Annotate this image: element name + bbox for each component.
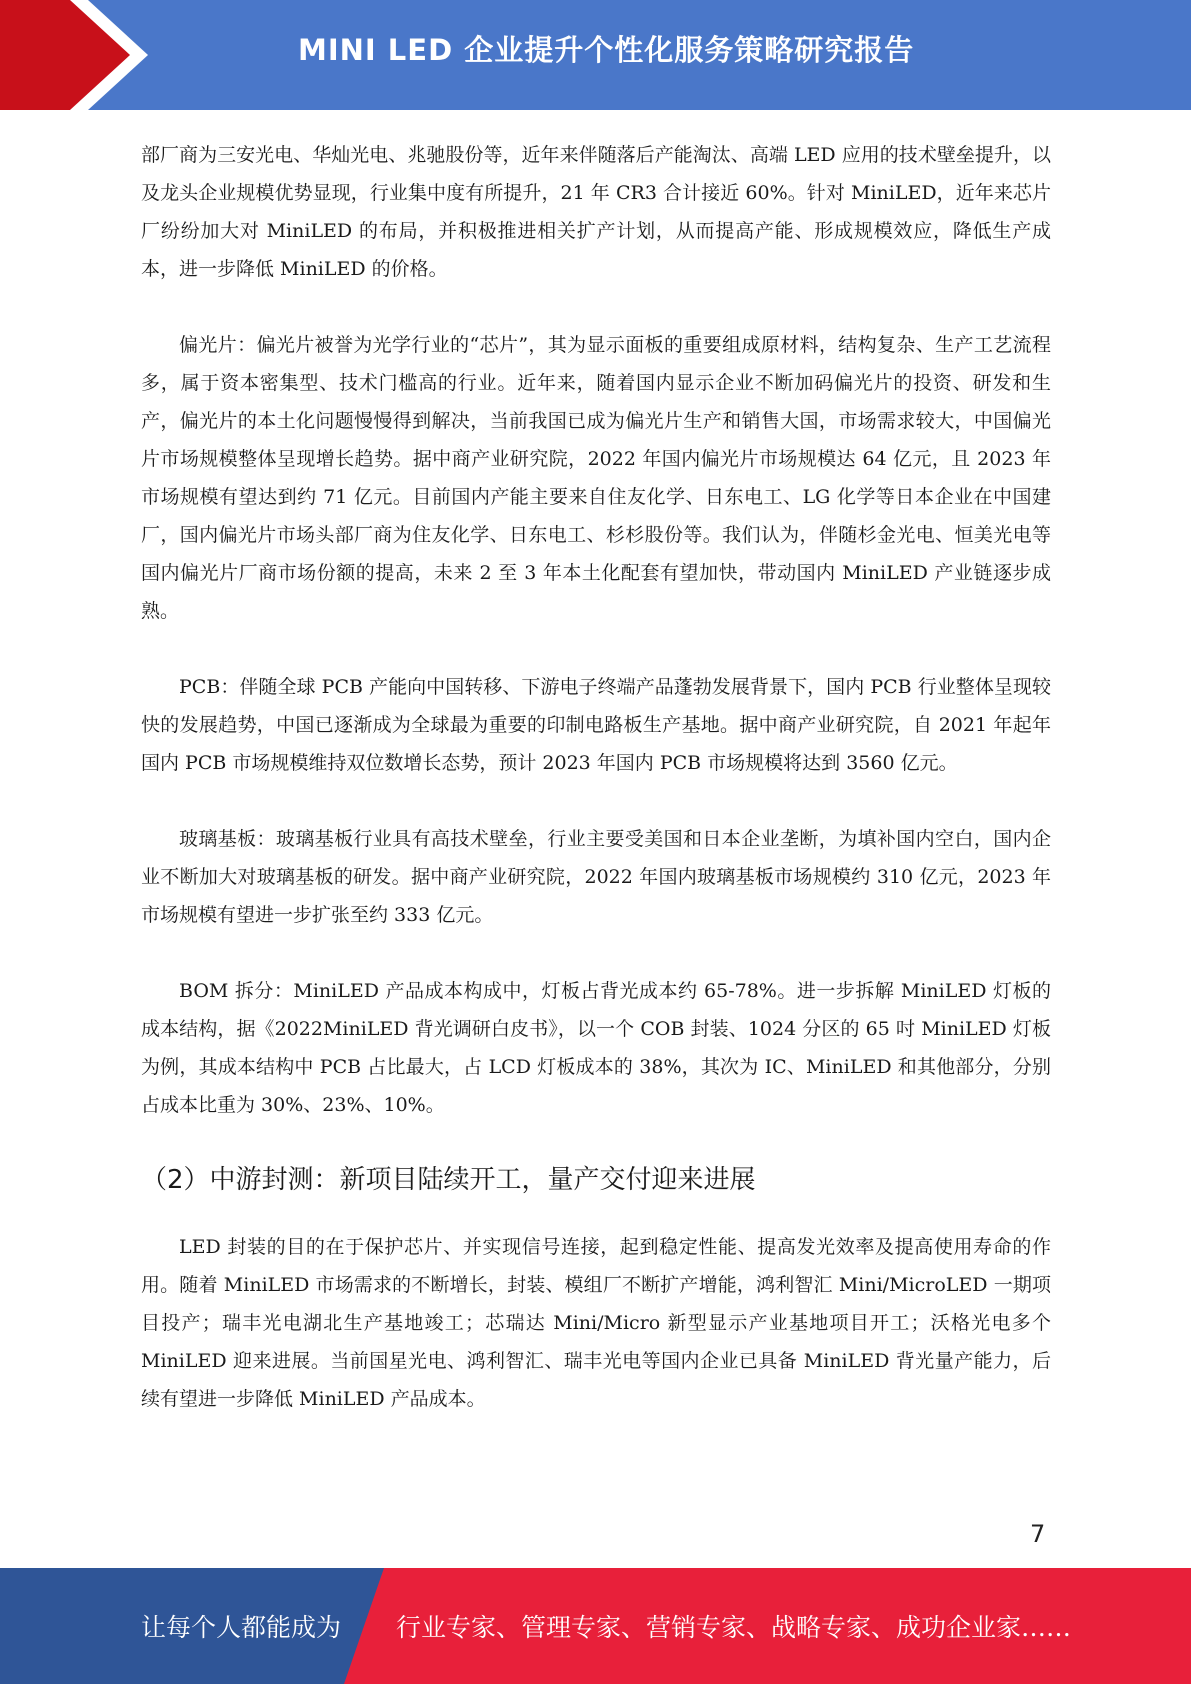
- document-body: [141, 136, 1051, 1456]
- header-title: MINI LED 企业提升个性化服务策略研究报告: [298, 33, 915, 67]
- paragraph-packaging: LED 封装的目的在于保护芯片、并实现信号连接，起到稳定性能、提高发光效率及提高使用寿命的作用。随着 MiniLED 市场需求的不断增长，封装、模组厂不断扩产增能，鸿利智汇 Mini/MicroLED 一期项目投产；瑞丰光电湖北生产基地竣工；芯瑞达 Mini/Micro 新型显示产业基地项目开工；沃格光电多个 MiniLED 迎来进展。当前国星光电、鸿利智汇、瑞丰光电等国内企业已具备 MiniLED 背光量产能力，后续有望进一步降低 MiniLED 产品成本。: [141, 1236, 1051, 1410]
- page-number: 7: [1030, 1520, 1046, 1548]
- paragraph-bom: BOM 拆分：MiniLED 产品成本构成中，灯板占背光成本约 65-78%。进一步拆解 MiniLED 灯板的成本结构，据《2022MiniLED 背光调研白皮书》，以一个 COB 封装、1024 分区的 65 吋 MiniLED 灯板为例，其成本结构中 PCB 占比最大，占 LCD 灯板成本的 38%，其次为 IC、MiniLED 和其他部分，分别占成本比重为 30%、23%、10%。: [141, 980, 1051, 1116]
- footer-slogan-left: 让每个人都能成为: [141, 1613, 342, 1642]
- page-footer: [0, 1568, 1191, 1684]
- paragraph-glass-substrate: 玻璃基板：玻璃基板行业具有高技术壁垒，行业主要受美国和日本企业垄断，为填补国内空白，国内企业不断加大对玻璃基板的研发。据中商产业研究院，2022 年国内玻璃基板市场规模约 310 亿元，2023 年市场规模有望进一步扩张至约 333 亿元。: [141, 828, 1051, 926]
- page-header: [0, 0, 1191, 110]
- paragraph-pcb: PCB：伴随全球 PCB 产能向中国转移、下游电子终端产品蓬勃发展背景下，国内 PCB 行业整体呈现较快的发展趋势，中国已逐渐成为全球最为重要的印制电路板生产基地。据中商产业研究院，自 2021 年起年国内 PCB 市场规模维持双位数增长态势，预计 2023 年国内 PCB 市场规模将达到 3560 亿元。: [141, 676, 1051, 774]
- header-chevron-decoration: [0, 0, 160, 110]
- paragraph-chip-vendors: 部厂商为三安光电、华灿光电、兆驰股份等，近年来伴随落后产能淘汰、高端 LED 应用的技术壁垒提升，以及龙头企业规模优势显现，行业集中度有所提升，21 年 CR3 合计接近 60%。针对 MiniLED，近年来芯片厂纷纷加大对 MiniLED 的布局，并积极推进相关扩产计划，从而提高产能、形成规模效应，降低生产成本，进一步降低 MiniLED 的价格。: [141, 144, 1051, 280]
- footer-slogan-right: 行业专家、管理专家、营销专家、战略专家、成功企业家……: [396, 1613, 1072, 1642]
- paragraph-polarizer: 偏光片：偏光片被誉为光学行业的“芯片”，其为显示面板的重要组成原材料，结构复杂、生产工艺流程多，属于资本密集型、技术门槛高的行业。近年来，随着国内显示企业不断加码偏光片的投资、研发和生产，偏光片的本土化问题慢慢得到解决，当前我国已成为偏光片生产和销售大国，市场需求较大，中国偏光片市场规模整体呈现增长趋势。据中商产业研究院，2022 年国内偏光片市场规模达 64 亿元，且 2023 年市场规模有望达到约 71 亿元。目前国内产能主要来自住友化学、日东电工、LG 化学等日本企业在中国建厂，国内偏光片市场头部厂商为住友化学、日东电工、杉杉股份等。我们认为，伴随杉金光电、恒美光电等国内偏光片厂商市场份额的提高，未来 2 至 3 年本土化配套有望加快，带动国内 MiniLED 产业链逐步成熟。: [141, 334, 1051, 622]
- section-heading: （2）中游封测：新项目陆续开工，量产交付迎来进展: [141, 1165, 756, 1195]
